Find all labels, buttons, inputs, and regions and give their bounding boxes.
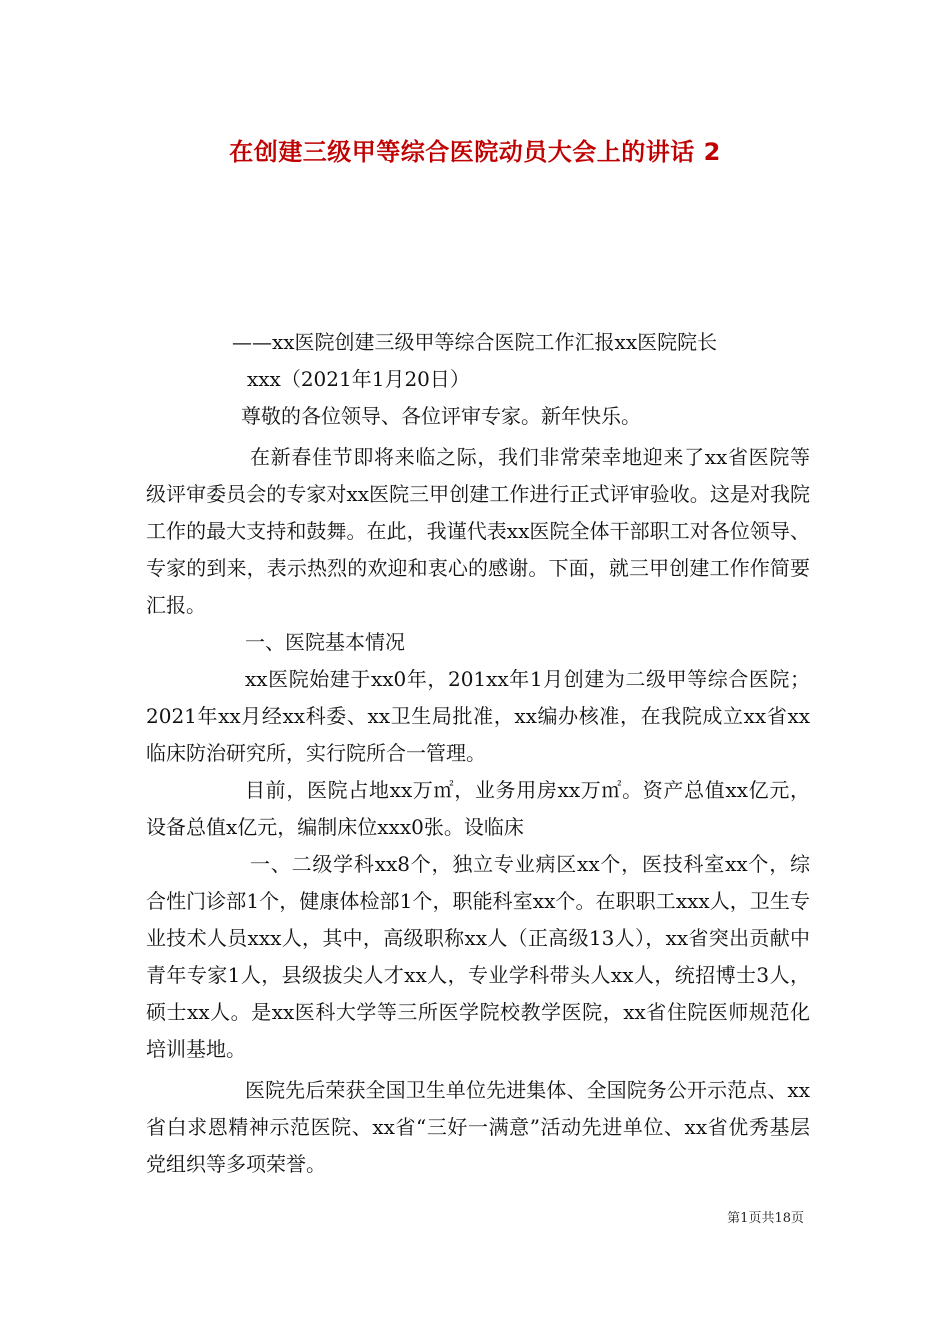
paragraph-history: xx医院始建于xx0年，201xx年1月创建为二级甲等综合医院；2021年xx月经xx科委、xx卫生局批准，xx编办核准，在我院成立xx省xx临床防治研究所，实行院所合一管理。 (146, 667, 810, 765)
subtitle-date: xxx（2021年1月20日） (247, 367, 470, 391)
salutation: 尊敬的各位领导、各位评审专家。新年快乐。 (241, 404, 641, 428)
paragraph-intro: 在新春佳节即将来临之际，我们非常荣幸地迎来了xx省医院等级评审委员会的专家对xx医院三甲创建工作进行正式评审验收。这是对我院工作的最大支持和鼓舞。在此，我谨代表xx医院全体干部职工对各位领导、专家的到来，表示热烈的欢迎和衷心的感谢。下面，就三甲创建工作作简要汇报。 (146, 445, 810, 617)
paragraph-staff: 一、二级学科xx8个，独立专业病区xx个，医技科室xx个，综合性门诊部1个，健康体检部1个，职能科室xx个。在职职工xxx人，卫生专业技术人员xxx人，其中，高级职称xx人（正高级13人），xx省突出贡献中青年专家1人，县级拔尖人才xx人，专业学科带头人xx人，统招博士3人，硕士xx人。是xx医科大学等三所医学院校教学医院，xx省住院医师规范化培训基地。 (146, 852, 810, 1061)
paragraph-honors: 医院先后荣获全国卫生单位先进集体、全国院务公开示范点、xx省白求恩精神示范医院、xx省“三好一满意”活动先进单位、xx省优秀基层党组织等多项荣誉。 (146, 1078, 810, 1176)
section-heading: 一、医院基本情况 (245, 630, 405, 654)
document-title: 在创建三级甲等综合医院动员大会上的讲话 2 (229, 138, 721, 166)
document-body (146, 324, 810, 1183)
paragraph-assets: 目前，医院占地xx万㎡，业务用房xx万㎡。资产总值xx亿元，设备总值x亿元，编制床位xxx0张。设临床 (146, 778, 810, 839)
page-number: 第1页共18页 (727, 1211, 804, 1226)
subtitle-line: ——xx医院创建三级甲等综合医院工作汇报xx医院院长 (232, 330, 718, 354)
